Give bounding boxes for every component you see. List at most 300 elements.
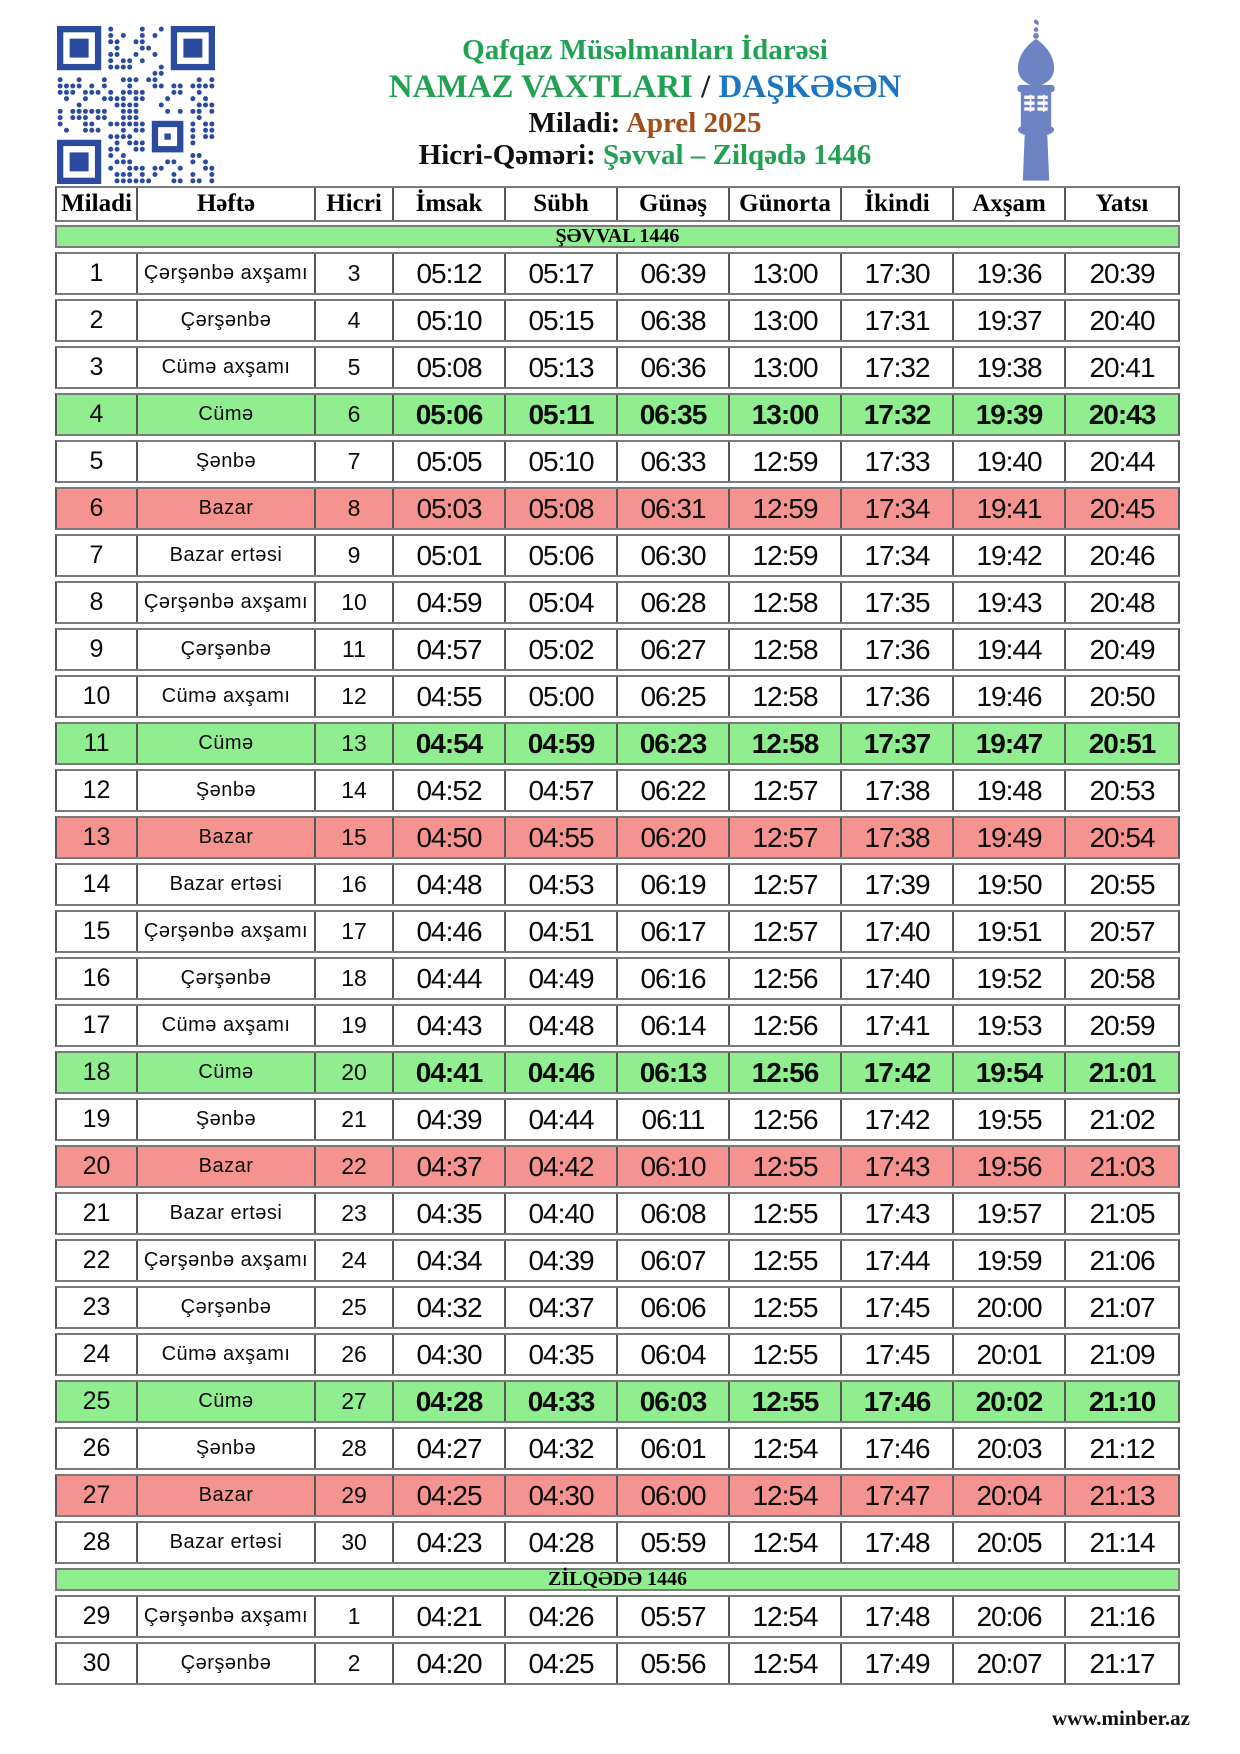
subh-cell: 04:32 — [506, 1429, 618, 1468]
gunorta-cell: 12:55 — [730, 1382, 842, 1421]
table-row — [55, 1333, 1180, 1376]
gunes-cell: 06:08 — [618, 1194, 730, 1233]
miladi-cell: 26 — [57, 1429, 138, 1468]
miladi-cell: 2 — [57, 301, 138, 340]
hicri-cell: 18 — [316, 959, 394, 998]
weekday-cell: Bazar ertəsi — [138, 865, 316, 904]
ikindi-cell: 17:30 — [842, 254, 954, 293]
yatsi-cell: 20:54 — [1089, 821, 1155, 853]
gunorta-cell: 12:59 — [730, 536, 842, 575]
subh-cell: 05:15 — [506, 301, 618, 340]
column-header-2: Hicri — [316, 188, 394, 220]
yatsi-cell: 20:46 — [1089, 539, 1155, 571]
column-header-9: Yatsı — [1095, 190, 1149, 217]
axsam-cell: 19:36 — [954, 254, 1066, 293]
page-title: NAMAZ VAXTLARI — [388, 69, 693, 105]
gunorta-cell: 12:58 — [730, 677, 842, 716]
hicri-cell: 25 — [316, 1288, 394, 1327]
miladi-cell: 24 — [57, 1335, 138, 1374]
yatsi-cell: 21:02 — [1089, 1103, 1155, 1135]
imsak-cell: 04:48 — [394, 865, 506, 904]
imsak-cell: 04:37 — [394, 1147, 506, 1186]
hicri-cell: 21 — [316, 1100, 394, 1139]
gunorta-cell: 12:55 — [730, 1241, 842, 1280]
ikindi-cell: 17:43 — [842, 1194, 954, 1233]
yatsi-cell: 20:45 — [1089, 492, 1155, 524]
gunes-cell: 05:57 — [618, 1597, 730, 1636]
ikindi-cell: 17:34 — [842, 536, 954, 575]
subh-cell: 05:11 — [506, 395, 618, 434]
gunes-cell: 06:00 — [618, 1476, 730, 1515]
prayer-times-table — [55, 186, 1180, 1689]
miladi-label: Miladi: — [528, 107, 626, 139]
axsam-cell: 19:41 — [954, 489, 1066, 528]
org-title: Qafqaz Müsəlmanları İdarəsi — [462, 34, 828, 66]
axsam-cell: 20:01 — [954, 1335, 1066, 1374]
miladi-cell: 16 — [57, 959, 138, 998]
city-name: DAŞKƏSƏN — [718, 69, 902, 105]
imsak-cell: 04:55 — [394, 677, 506, 716]
weekday-cell: Şənbə — [138, 1100, 316, 1139]
gunes-cell: 06:25 — [618, 677, 730, 716]
weekday-cell: Çərşənbə — [138, 630, 316, 669]
hicri-line — [50, 139, 1240, 172]
table-row — [55, 252, 1180, 295]
table-row — [55, 957, 1180, 1000]
column-header-3: İmsak — [394, 188, 506, 220]
gunes-cell: 05:59 — [618, 1523, 730, 1562]
imsak-cell: 04:21 — [394, 1597, 506, 1636]
table-header-row — [55, 186, 1180, 222]
weekday-cell: Bazar ertəsi — [138, 536, 316, 575]
imsak-cell: 04:57 — [394, 630, 506, 669]
yatsi-cell: 20:55 — [1089, 868, 1155, 900]
subh-cell: 05:13 — [506, 348, 618, 387]
gunorta-cell: 12:59 — [730, 442, 842, 481]
imsak-cell: 04:39 — [394, 1100, 506, 1139]
subh-cell: 04:42 — [506, 1147, 618, 1186]
miladi-cell: 13 — [57, 818, 138, 857]
gunes-cell: 06:22 — [618, 771, 730, 810]
table-row — [55, 487, 1180, 530]
gunorta-cell: 12:57 — [730, 818, 842, 857]
yatsi-cell: 21:12 — [1089, 1432, 1155, 1464]
ikindi-cell: 17:43 — [842, 1147, 954, 1186]
miladi-cell: 20 — [57, 1147, 138, 1186]
column-header-0: Miladi — [57, 188, 138, 220]
yatsi-cell: 21:10 — [1088, 1385, 1156, 1417]
gunorta-cell: 12:58 — [730, 583, 842, 622]
weekday-cell: Bazar ertəsi — [138, 1523, 316, 1562]
miladi-cell: 4 — [57, 395, 138, 434]
yatsi-cell: 21:03 — [1089, 1150, 1155, 1182]
miladi-value: Aprel 2025 — [625, 107, 762, 139]
ikindi-cell: 17:40 — [842, 912, 954, 951]
weekday-cell: Cümə axşamı — [138, 1335, 316, 1374]
gunorta-cell: 12:58 — [730, 630, 842, 669]
yatsi-cell: 21:07 — [1089, 1291, 1155, 1323]
hicri-cell: 6 — [316, 395, 394, 434]
hicri-cell: 12 — [316, 677, 394, 716]
gunorta-cell: 12:54 — [730, 1644, 842, 1683]
axsam-cell: 20:02 — [954, 1382, 1066, 1421]
hicri-cell: 29 — [316, 1476, 394, 1515]
axsam-cell: 19:59 — [954, 1241, 1066, 1280]
weekday-cell: Çərşənbə axşamı — [138, 912, 316, 951]
yatsi-cell: 21:01 — [1088, 1056, 1156, 1088]
table-row — [55, 1192, 1180, 1235]
axsam-cell: 19:55 — [954, 1100, 1066, 1139]
hicri-cell: 9 — [316, 536, 394, 575]
hicri-value: Şəvval – Zilqədə 1446 — [603, 139, 872, 171]
ikindi-cell: 17:45 — [842, 1288, 954, 1327]
weekday-cell: Bazar — [138, 818, 316, 857]
hicri-cell: 17 — [316, 912, 394, 951]
column-header-5: Günəş — [618, 188, 730, 220]
gunes-cell: 06:31 — [618, 489, 730, 528]
column-header-4: Sübh — [506, 188, 618, 220]
hicri-cell: 13 — [316, 724, 394, 763]
yatsi-cell: 20:44 — [1089, 445, 1155, 477]
yatsi-cell: 20:50 — [1089, 680, 1155, 712]
weekday-cell: Çərşənbə axşamı — [138, 1597, 316, 1636]
axsam-cell: 19:52 — [954, 959, 1066, 998]
gunorta-cell: 12:57 — [730, 912, 842, 951]
gunes-cell: 06:03 — [618, 1382, 730, 1421]
table-row — [55, 910, 1180, 953]
gunes-cell: 06:14 — [618, 1006, 730, 1045]
gunes-cell: 06:06 — [618, 1288, 730, 1327]
weekday-cell: Cümə — [138, 724, 316, 763]
table-row — [55, 581, 1180, 624]
yatsi-cell: 20:59 — [1089, 1009, 1155, 1041]
ikindi-cell: 17:36 — [842, 630, 954, 669]
weekday-cell: Cümə axşamı — [138, 348, 316, 387]
table-row — [55, 1286, 1180, 1329]
ikindi-cell: 17:41 — [842, 1006, 954, 1045]
subh-cell: 04:51 — [506, 912, 618, 951]
subh-cell: 04:44 — [506, 1100, 618, 1139]
weekday-cell: Bazar — [138, 489, 316, 528]
subh-cell: 04:30 — [506, 1476, 618, 1515]
imsak-cell: 04:28 — [394, 1382, 506, 1421]
subh-cell: 04:28 — [506, 1523, 618, 1562]
gunorta-cell: 12:58 — [730, 724, 842, 763]
weekday-cell: Çərşənbə — [138, 1644, 316, 1683]
subh-cell: 04:57 — [506, 771, 618, 810]
gunorta-cell: 12:54 — [730, 1597, 842, 1636]
hicri-cell: 15 — [316, 818, 394, 857]
weekday-cell: Çərşənbə — [138, 959, 316, 998]
gunorta-cell: 12:57 — [730, 771, 842, 810]
imsak-cell: 05:06 — [394, 395, 506, 434]
subh-cell: 04:39 — [506, 1241, 618, 1280]
table-row — [55, 769, 1180, 812]
axsam-cell: 19:46 — [954, 677, 1066, 716]
gunorta-cell: 13:00 — [730, 348, 842, 387]
title-separator: / — [692, 69, 719, 105]
subh-cell: 04:46 — [506, 1053, 618, 1092]
column-header-8: Axşam — [954, 188, 1066, 220]
subh-cell: 04:25 — [506, 1644, 618, 1683]
table-row — [55, 628, 1180, 671]
hicri-cell: 26 — [316, 1335, 394, 1374]
table-row — [55, 1474, 1180, 1517]
imsak-cell: 04:32 — [394, 1288, 506, 1327]
table-row — [55, 1098, 1180, 1141]
ikindi-cell: 17:38 — [842, 818, 954, 857]
miladi-cell: 18 — [57, 1053, 138, 1092]
gunes-cell: 06:04 — [618, 1335, 730, 1374]
yatsi-cell: 20:41 — [1089, 351, 1155, 383]
subh-cell: 05:08 — [506, 489, 618, 528]
ikindi-cell: 17:47 — [842, 1476, 954, 1515]
ikindi-cell: 17:45 — [842, 1335, 954, 1374]
table-row — [55, 440, 1180, 483]
hicri-cell: 14 — [316, 771, 394, 810]
hicri-cell: 8 — [316, 489, 394, 528]
gunorta-cell: 12:56 — [730, 959, 842, 998]
ikindi-cell: 17:44 — [842, 1241, 954, 1280]
gunes-cell: 06:10 — [618, 1147, 730, 1186]
table-row — [55, 1521, 1180, 1564]
weekday-cell: Şənbə — [138, 442, 316, 481]
imsak-cell: 04:30 — [394, 1335, 506, 1374]
imsak-cell: 04:54 — [394, 724, 506, 763]
yatsi-cell: 21:06 — [1089, 1244, 1155, 1276]
hicri-cell: 10 — [316, 583, 394, 622]
ikindi-cell: 17:46 — [842, 1382, 954, 1421]
imsak-cell: 05:08 — [394, 348, 506, 387]
miladi-cell: 15 — [57, 912, 138, 951]
hicri-cell: 20 — [316, 1053, 394, 1092]
axsam-cell: 19:53 — [954, 1006, 1066, 1045]
ikindi-cell: 17:33 — [842, 442, 954, 481]
gunes-cell: 06:13 — [618, 1053, 730, 1092]
hicri-cell: 28 — [316, 1429, 394, 1468]
axsam-cell: 19:37 — [954, 301, 1066, 340]
imsak-cell: 05:05 — [394, 442, 506, 481]
miladi-cell: 22 — [57, 1241, 138, 1280]
axsam-cell: 20:00 — [954, 1288, 1066, 1327]
miladi-cell: 17 — [57, 1006, 138, 1045]
subh-cell: 05:10 — [506, 442, 618, 481]
miladi-cell: 19 — [57, 1100, 138, 1139]
hicri-cell: 3 — [316, 254, 394, 293]
table-row — [55, 1004, 1180, 1047]
weekday-cell: Çərşənbə — [138, 301, 316, 340]
axsam-cell: 20:05 — [954, 1523, 1066, 1562]
table-row — [55, 299, 1180, 342]
gunorta-cell: 12:57 — [730, 865, 842, 904]
subh-cell: 04:49 — [506, 959, 618, 998]
miladi-cell: 5 — [57, 442, 138, 481]
gunes-cell: 06:28 — [618, 583, 730, 622]
imsak-cell: 04:50 — [394, 818, 506, 857]
miladi-cell: 28 — [57, 1523, 138, 1562]
axsam-cell: 19:57 — [954, 1194, 1066, 1233]
hicri-label: Hicri-Qəməri: — [418, 139, 604, 171]
hicri-cell: 11 — [316, 630, 394, 669]
gunorta-cell: 12:56 — [730, 1053, 842, 1092]
weekday-cell: Çərşənbə axşamı — [138, 583, 316, 622]
axsam-cell: 20:06 — [954, 1597, 1066, 1636]
ikindi-cell: 17:49 — [842, 1644, 954, 1683]
miladi-cell: 21 — [57, 1194, 138, 1233]
imsak-cell: 04:46 — [394, 912, 506, 951]
ikindi-cell: 17:48 — [842, 1597, 954, 1636]
weekday-cell: Bazar — [138, 1147, 316, 1186]
imsak-cell: 04:34 — [394, 1241, 506, 1280]
gunorta-cell: 13:00 — [730, 395, 842, 434]
table-row — [55, 346, 1180, 389]
miladi-cell: 27 — [57, 1476, 138, 1515]
table-row — [55, 1642, 1180, 1685]
ikindi-cell: 17:32 — [842, 348, 954, 387]
ikindi-cell: 17:46 — [842, 1429, 954, 1468]
imsak-cell: 04:44 — [394, 959, 506, 998]
hicri-cell: 16 — [316, 865, 394, 904]
axsam-cell: 19:42 — [954, 536, 1066, 575]
ikindi-cell: 17:38 — [842, 771, 954, 810]
gunes-cell: 06:01 — [618, 1429, 730, 1468]
ikindi-cell: 17:37 — [842, 724, 954, 763]
column-header-6: Günorta — [730, 188, 842, 220]
yatsi-cell: 20:40 — [1089, 304, 1155, 336]
subh-cell: 04:37 — [506, 1288, 618, 1327]
yatsi-cell: 20:51 — [1088, 727, 1156, 759]
axsam-cell: 19:40 — [954, 442, 1066, 481]
gunes-cell: 06:27 — [618, 630, 730, 669]
miladi-cell: 12 — [57, 771, 138, 810]
table-row — [55, 1380, 1180, 1423]
imsak-cell: 05:12 — [394, 254, 506, 293]
gunorta-cell: 12:56 — [730, 1100, 842, 1139]
imsak-cell: 04:35 — [394, 1194, 506, 1233]
miladi-cell: 25 — [57, 1382, 138, 1421]
miladi-cell: 11 — [57, 724, 138, 763]
axsam-cell: 19:47 — [954, 724, 1066, 763]
miladi-cell: 30 — [57, 1644, 138, 1683]
subh-cell: 05:02 — [506, 630, 618, 669]
hicri-cell: 24 — [316, 1241, 394, 1280]
yatsi-cell: 21:14 — [1089, 1526, 1155, 1558]
yatsi-cell: 20:58 — [1089, 962, 1155, 994]
subh-cell: 04:59 — [506, 724, 618, 763]
miladi-cell: 29 — [57, 1597, 138, 1636]
imsak-cell: 05:03 — [394, 489, 506, 528]
axsam-cell: 20:04 — [954, 1476, 1066, 1515]
weekday-cell: Çərşənbə — [138, 1288, 316, 1327]
gunes-cell: 06:20 — [618, 818, 730, 857]
axsam-cell: 19:54 — [954, 1053, 1066, 1092]
table-row — [55, 1427, 1180, 1470]
miladi-cell: 23 — [57, 1288, 138, 1327]
subh-cell: 04:55 — [506, 818, 618, 857]
ikindi-cell: 17:40 — [842, 959, 954, 998]
table-row — [55, 1595, 1180, 1638]
gunes-cell: 06:17 — [618, 912, 730, 951]
miladi-cell: 8 — [57, 583, 138, 622]
gunorta-cell: 12:54 — [730, 1523, 842, 1562]
hicri-cell: 27 — [316, 1382, 394, 1421]
gunorta-cell: 12:59 — [730, 489, 842, 528]
yatsi-cell: 21:13 — [1089, 1479, 1155, 1511]
miladi-cell: 6 — [57, 489, 138, 528]
miladi-line — [50, 107, 1240, 140]
imsak-cell: 04:23 — [394, 1523, 506, 1562]
hicri-cell: 4 — [316, 301, 394, 340]
ikindi-cell: 17:48 — [842, 1523, 954, 1562]
imsak-cell: 05:01 — [394, 536, 506, 575]
imsak-cell: 04:59 — [394, 583, 506, 622]
gunes-cell: 05:56 — [618, 1644, 730, 1683]
table-row — [55, 675, 1180, 718]
weekday-cell: Cümə — [138, 1382, 316, 1421]
website-url: www.minber.az — [1051, 1706, 1190, 1730]
subh-cell: 05:06 — [506, 536, 618, 575]
ikindi-cell: 17:31 — [842, 301, 954, 340]
gunes-cell: 06:39 — [618, 254, 730, 293]
axsam-cell: 19:50 — [954, 865, 1066, 904]
axsam-cell: 19:44 — [954, 630, 1066, 669]
month-section-row: ŞƏVVAL 1446 — [55, 225, 1180, 248]
weekday-cell: Cümə — [138, 1053, 316, 1092]
miladi-cell: 3 — [57, 348, 138, 387]
table-row — [55, 1145, 1180, 1188]
ikindi-cell: 17:39 — [842, 865, 954, 904]
hicri-cell: 2 — [316, 1644, 394, 1683]
gunorta-cell: 12:54 — [730, 1476, 842, 1515]
hicri-cell: 1 — [316, 1597, 394, 1636]
table-row — [55, 393, 1180, 436]
hicri-cell: 7 — [316, 442, 394, 481]
month-section-row: ZİLQƏDƏ 1446 — [55, 1568, 1180, 1591]
hicri-cell: 5 — [316, 348, 394, 387]
yatsi-cell: 20:57 — [1089, 915, 1155, 947]
ikindi-cell: 17:36 — [842, 677, 954, 716]
gunorta-cell: 13:00 — [730, 254, 842, 293]
gunes-cell: 06:38 — [618, 301, 730, 340]
weekday-cell: Çərşənbə axşamı — [138, 1241, 316, 1280]
gunorta-cell: 12:55 — [730, 1335, 842, 1374]
ikindi-cell: 17:32 — [842, 395, 954, 434]
column-header-1: Həftə — [138, 188, 316, 220]
hicri-cell: 22 — [316, 1147, 394, 1186]
axsam-cell: 20:07 — [954, 1644, 1066, 1683]
column-header-7: İkindi — [842, 188, 954, 220]
page-title-line — [50, 69, 1240, 106]
hicri-cell: 30 — [316, 1523, 394, 1562]
gunes-cell: 06:07 — [618, 1241, 730, 1280]
imsak-cell: 04:27 — [394, 1429, 506, 1468]
hicri-cell: 23 — [316, 1194, 394, 1233]
gunes-cell: 06:30 — [618, 536, 730, 575]
gunes-cell: 06:36 — [618, 348, 730, 387]
axsam-cell: 19:51 — [954, 912, 1066, 951]
yatsi-cell: 20:39 — [1089, 257, 1155, 289]
imsak-cell: 04:52 — [394, 771, 506, 810]
weekday-cell: Şənbə — [138, 1429, 316, 1468]
gunorta-cell: 12:55 — [730, 1194, 842, 1233]
gunes-cell: 06:19 — [618, 865, 730, 904]
ikindi-cell: 17:35 — [842, 583, 954, 622]
subh-cell: 04:40 — [506, 1194, 618, 1233]
ikindi-cell: 17:34 — [842, 489, 954, 528]
subh-cell: 04:53 — [506, 865, 618, 904]
subh-cell: 04:35 — [506, 1335, 618, 1374]
miladi-cell: 7 — [57, 536, 138, 575]
